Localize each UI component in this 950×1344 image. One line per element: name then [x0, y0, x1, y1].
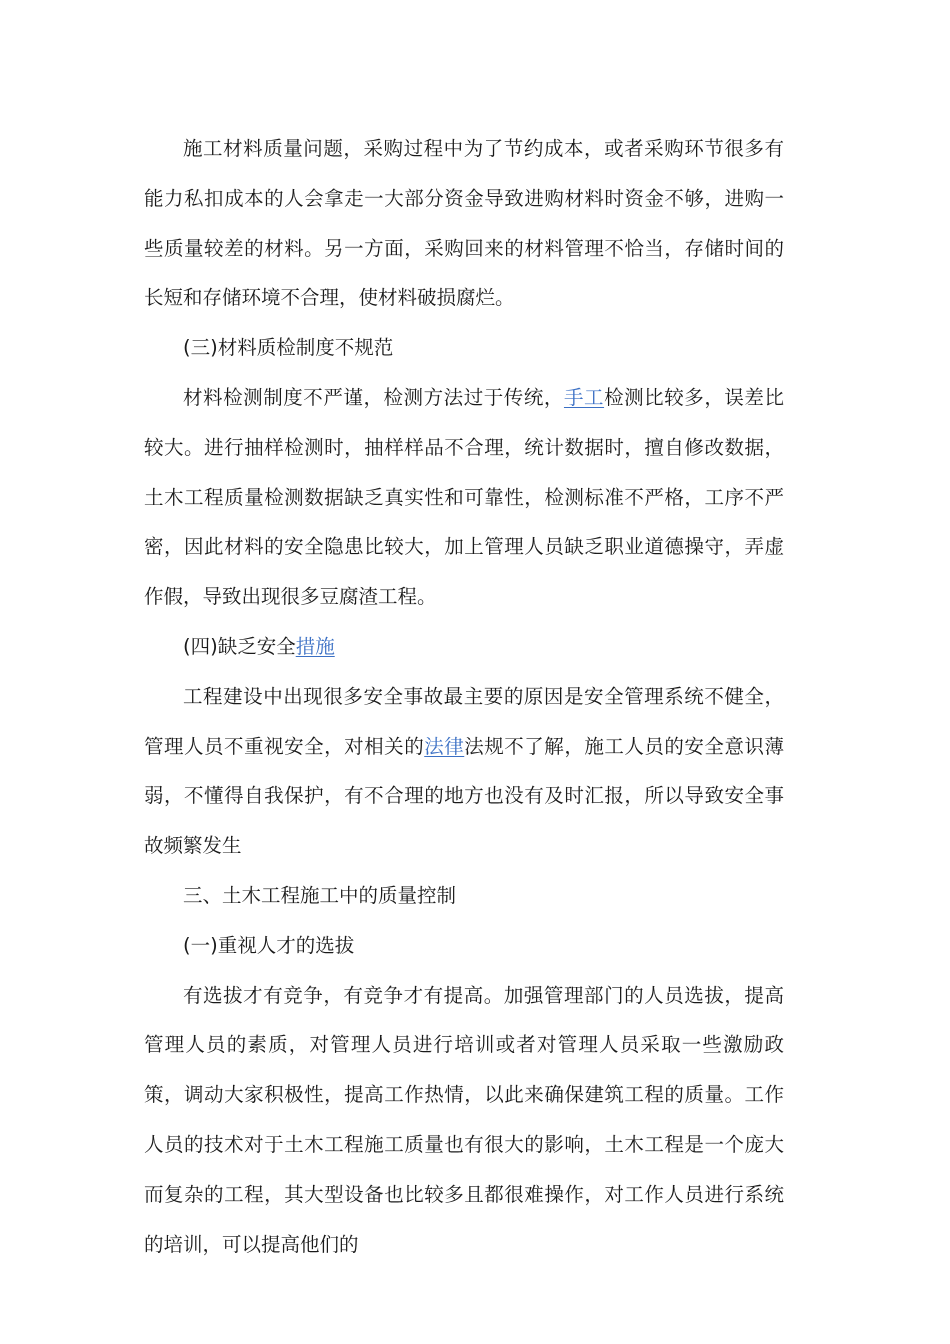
- paragraph-inspection: [144, 373, 784, 622]
- paragraph-safety-text-a: 工程建设中出现很多安全事故最主要的原因是安全管理系统不健全，管理人员不重视安全，对相关的: [144, 684, 784, 758]
- heading-talent-selection: (一)重视人才的选拔: [183, 933, 355, 957]
- paragraph-inspection-text-b: 检测比较多，误差比较大。进行抽样检测时，抽样样品不合理，统计数据时，擅自修改数据，土木工程质量检测数据缺乏真实性和可靠性，检测标准不严格，工序不严密，因此材料的安全隐患比较大，加上管理人员缺乏职业道德操守，弄虚作假，导致出现很多豆腐渣工程。: [144, 385, 784, 609]
- heading-section-3: 三、土木工程施工中的质量控制: [183, 883, 457, 907]
- paragraph-inspection-text-a: 材料检测制度不严谨，检测方法过于传统，: [183, 385, 564, 409]
- document-body: [144, 124, 784, 1269]
- paragraph-talent: 有选拔才有竞争，有竞争才有提高。加强管理部门的人员选拔，提高管理人员的素质，对管理人员进行培训或者对管理人员采取一些激励政策，调动大家积极性，提高工作热情，以此来确保建筑工程的质量。工作人员的技术对于土木工程施工质量也有很大的影响，土木工程是一个庞大而复杂的工程，其大型设备也比较多且都很难操作，对工作人员进行系统的培训，可以提高他们的: [144, 983, 784, 1256]
- heading-inspection-system: (三)材料质检制度不规范: [183, 336, 394, 360]
- heading-safety-text: (四)缺乏安全: [183, 634, 296, 658]
- link-law[interactable]: 法律: [424, 734, 465, 758]
- paragraph-safety: [144, 672, 784, 871]
- heading-safety-measures: [144, 622, 784, 672]
- paragraph-safety-text-b: 法规不了解，施工人员的安全意识薄弱，不懂得自我保护，有不合理的地方也没有及时汇报，所以导致安全事故频繁发生: [144, 734, 784, 858]
- link-manual[interactable]: 手工: [563, 385, 605, 409]
- paragraph-material-quality: 施工材料质量问题，采购过程中为了节约成本，或者采购环节很多有能力私扣成本的人会拿走一大部分资金导致进购材料时资金不够，进购一些质量较差的材料。另一方面，采购回来的材料管理不恰当，存储时间的长短和存储环境不合理，使材料破损腐烂。: [144, 137, 784, 310]
- link-measures[interactable]: 措施: [295, 634, 335, 658]
